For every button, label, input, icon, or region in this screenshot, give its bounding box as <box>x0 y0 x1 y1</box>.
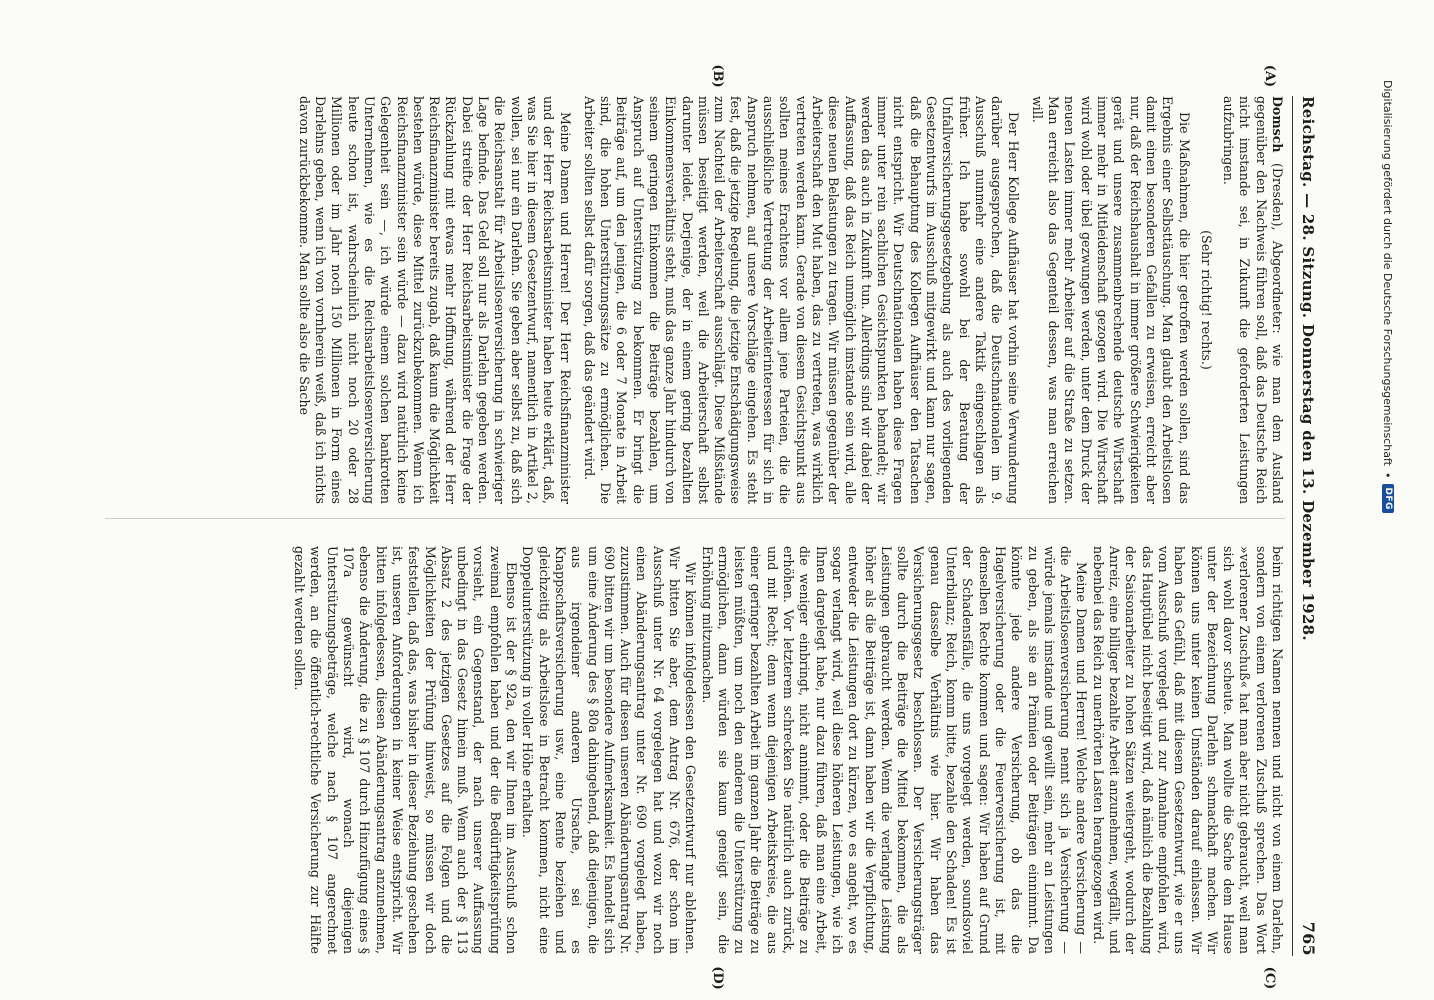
left-column <box>105 96 1285 504</box>
paragraph-7: Wir können infolgedessen den Gesetzentwurf nur ablehnen. Wir bitten Sie aber, dem Antrag Nr. 676, der schon im Ausschuß unter Nr. 64 vorgelegen hat und wozu wir noch einen Abänderungsantrag unter Nr. 690 vorgelegt haben, zuzustimmen. Auch für diesen unseren Abänderungsantrag Nr. 690 bitten wir um besondere Aufmerksamkeit. Es handelt sich um eine Änderung des § 80a dahingehend, daß diejenigen, die aus irgendeiner anderen Ursache, sei es Knappschaftsversicherung usw., eine Rente beziehen und gleichzeitig als Arbeitslose in Betracht kommen, nicht eine Doppelunterstützung in voller Höhe erhalten. <box>520 546 699 954</box>
speaker-name: Domsch <box>1270 96 1285 153</box>
paragraph-1: wie man dem Ausland gegenüber den Nachweis führen soll, daß das Deutsche Reich nicht imstande sei, in Zukunft die geforderten Leistungen aufzubringen. <box>1221 96 1285 504</box>
paragraph-5: beim richtigen Namen nennen und nicht von einem Darlehn, sondern von einem verlorenen Zuschuß sprechen. Das Wort »verlorener Zuschuß« hat man aber nicht gebraucht, weil man sich wohl davor scheute. Man wollte die Sache dem Hause unter der Bezeichnung Darlehn schmackhaft machen. Wir können uns unter keinen Umständen darauf einlassen. Wir haben das Gefühl, daß mit diesem Gesetzentwurf, wie er uns vom Ausschuß vorgelegt und zur Annahme empfohlen wird, das Hauptübel nicht beseitigt wird, daß nämlich die Bezahlung der Saisonarbeiter zu hohen Sätzen weitergeht, wodurch der Anreiz, eine billiger bezahlte Arbeit anzunehmen, wegfällt, und nebenbei das Reich zu unerhörten Lasten herangezogen wird. <box>1090 546 1285 954</box>
dfg-logo: DFG <box>1382 484 1394 513</box>
page-title: Reichstag. — 28. Sitzung. Donnerstag den 13. Dezember 1928. <box>1299 96 1317 641</box>
page-content <box>93 64 1325 990</box>
margin-mark-b: (B) <box>710 64 725 88</box>
speaker-paragraph <box>1220 96 1285 504</box>
margin-mark-d: (D) <box>710 966 725 990</box>
right-column <box>105 546 1285 954</box>
funding-note: Digitalisierung gefördert durch die Deutsche Forschungsgemeinschaft • DFG <box>1376 80 1400 920</box>
speaker-note: (Dresden), Abgeordneter: <box>1270 163 1285 334</box>
rotated-page <box>93 64 1325 990</box>
header-rule <box>1292 96 1293 956</box>
column-divider <box>105 518 1285 519</box>
interjection: (Sehr richtig! rechts.) <box>1198 230 1214 370</box>
page-number: 765 <box>1299 921 1318 956</box>
margin-mark-c: (C) <box>1262 966 1277 990</box>
paragraph-8: Ebenso ist der § 92a, den wir Ihnen im Ausschuß schon zweimal empfohlen haben und der die Bedürftigkeitsprüfung vorsieht, ein Gegenstand, der nach unserer Auffassung unbedingt in das Gesetz hinein muß. Wenn auch der § 113 Absatz 2 des jetzigen Gesetzes auf die Folgen und die Möglichkeiten der Prüfung hinweist, so müssen wir doch feststellen, daß das, was bisher in dieser Beziehung geschehen ist, unseren Anforderungen in keiner Weise entspricht. Wir bitten infolgedessen, diesen Abänderungsantrag anzunehmen, ebenso die Änderung, die zu § 107 durch Hinzufügung eines § 107a gewünscht wird, wonach diejenigen Unterstützungsbeträge, welche nach § 107 angerechnet werden, an die öffentlich-rechtliche Versicherung zur Hälfte gezahlt werden sollen. <box>292 546 520 954</box>
funding-text: Digitalisierung gefördert durch die Deutsche Forschungsgemeinschaft <box>1381 80 1395 466</box>
page-header <box>1299 96 1325 956</box>
paragraph-3: Der Herr Kollege Aufhäuser hat vorhin seine Verwunderung darüber ausgesprochen, daß die Deutschnationalen im 9. Ausschuß nunmehr eine andere Taktik eingeschlagen als früher. Ich habe sowohl bei der Beratung der Unfallversicherungsgesetzgebung als auch des vorliegenden Gesetzentwurfs im Ausschuß mitgewirkt und kann nur sagen, daß die Behauptung des Kollegen Aufhäuser den Tatsachen nicht entspricht. Wir Deutschnationalen haben diese Fragen immer unter rein sachlichen Gesichtspunkten behandelt; wir werden das auch in Zukunft tun. Allerdings sind wir dabei der Auffassung, daß das Reich unmöglich imstande sein wird, alle diese neuen Belastungen zu tragen. Wir müssen gegenüber der Arbeiterschaft den Mut haben, das zu vertreten, was wirklich vertreten werden kann. Gerade von diesem Gesichtspunkt aus sollten meines Erachtens vor allem jene Parteien, die die ausschließliche Vertretung der Arbeiterinteressen für sich in Anspruch nehmen, auf unsere Vorschläge eingehen. Es steht fest, daß die jetzige Regelung, die jetzige Entschädigungsweise zum Nachteil der Arbeiterschaft ausschlägt. Diese Mißstände müssen beseitigt werden, weil die Arbeiterschaft selbst darunter leidet. Derjenige, der in einem gering bezahlten Einkommensverhältnis steht, muß das ganze Jahr hindurch von seinem geringen Einkommen die Beiträge bezahlen, um Anspruch auf Unterstützung zu bekommen. Er bringt die Beiträge auf, um den jenigen, die 6 oder 7 Monate in Arbeit sind, die hohen Unterstützungssätze zu ermöglichen. Die Arbeiter sollten selbst dafür sorgen, daß das geändert wird. <box>581 96 1021 504</box>
paragraph-2: Die Maßnahmen, die hier getroffen werden sollen, sind das Ergebnis einer Selbsttäuschung. Man glaubt den Arbeitslosen damit einen besonderen Gefallen zu erweisen, erreicht aber nur, daß der Reichshaushalt in immer größere Schwierigkeiten gerät und unsere zusammenbrechende deutsche Wirtschaft immer mehr in Mitleidenschaft gezogen wird. Die Wirtschaft wird wohl oder übel gezwungen werden, unter dem Druck der neuen Lasten immer mehr Arbeiter auf die Straße zu setzen. Man erreicht also das Gegenteil dessen, was man erreichen will. <box>1029 96 1192 504</box>
margin-mark-a: (A) <box>1262 64 1277 88</box>
paragraph-4: Meine Damen und Herren! Der Herr Reichsfinanzminister und der Herr Reichsarbeitsminister haben heute erklärt, daß, was Sie hier in diesem Gesetzentwurf, namentlich in Artikel 2, wollen, sei nur ein Darlehn. Sie geben aber selbst zu, daß sich die Reichsanstalt für Arbeitslosenversicherung in schwieriger Lage befinde. Das Geld soll nur als Darlehn gegeben werden. Dabei streifte der Herr Reichsarbeitsminister die Frage der Rückzahlung mit etwas mehr Hoffnung, während der Herr Reichsfinanzminister bereits zugab, daß kaum die Möglichkeit bestehen würde, diese Mittel zurückzubekommen. Wenn ich Reichsfinanzminister sein würde — dazu wird natürlich keine Gelegenheit sein —, ich würde einem solchen bankrotten Unternehmen, wie es die Reichsarbeitslosenversicherung heute schon ist, wahrscheinlich nicht noch 20 oder 28 Millionen oder im Jahr noch 150 Millionen in Form eines Darlehns geben, wenn ich von vornherein weiß, daß ich nichts davon zurückbekomme. Man sollte also die Sache <box>296 96 573 504</box>
paragraph-6: Meine Damen und Herren! Welche andere Versicherung — die Arbeitslosenversicherung nennt sich ja Versicherung — würde jemals imstande und gewillt sein, mehr an Leistungen zu geben, als sie an Prämien oder Beiträgen einnimmt. Da könnte jede andere Versicherung, ob das die Hagelversicherung oder die Feuerversicherung ist, mit demselben Rechte kommen und sagen: Wir haben auf Grund der Schadensfälle, die uns vorgelegt werden, soundsoviel Unterbilanz; Reich, komm bitte, bezahle den Schaden! Es ist genau dasselbe Verhältnis wie hier. Wir haben das Versicherungsgesetz beschlossen. Der Versicherungsträger sollte durch die Beiträge die Mittel bekommen, die als Leistungen gebraucht werden. Wenn die verlangte Leistung höher als die Beiträge ist, dann haben wir die Verpflichtung, entweder die Leistungen dort zu kürzen, wo es angeht, wo es sogar verlangt wird, weil diese höheren Leistungen, wie ich Ihnen dargelegt habe, nur dazu führen, daß man eine Arbeit, die weniger einbringt, nicht annimmt, oder die Beiträge zu erhöhen. Vor letzterem schrecken Sie natürlich auch zurück, und mit Recht; denn wenn diejenigen Arbeitskreise, die aus einer geringer bezahlten Arbeit im ganzen Jahr die Beiträge zu leisten müßten, um noch den anderen die Unterstützung zu ermöglichen, dann würden sie kaum geneigt sein, die Erhöhung mitzumachen. <box>699 546 1090 954</box>
